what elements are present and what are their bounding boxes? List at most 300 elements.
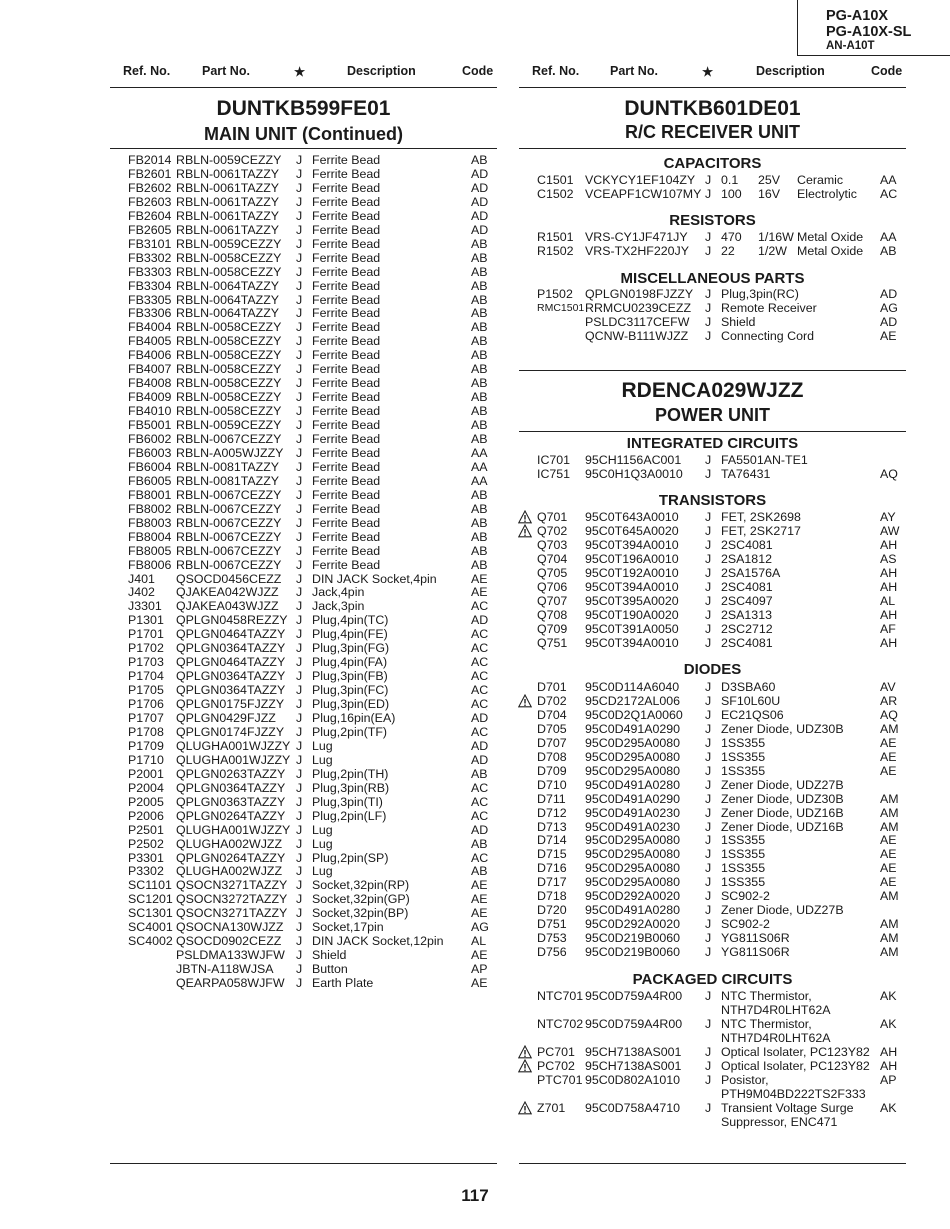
- description: 1SS355: [721, 833, 766, 848]
- price-code: AB: [471, 501, 488, 516]
- part-number: RBLN-0058CEZZY: [176, 334, 282, 349]
- rank-mark: J: [296, 934, 303, 949]
- rank-mark: J: [296, 571, 303, 586]
- table-row: [0, 636, 950, 650]
- table-row: [0, 1101, 950, 1115]
- description: Plug,2pin(TF): [312, 724, 388, 739]
- safety-warning-icon: [518, 524, 532, 538]
- table-row: [0, 976, 950, 990]
- ref-number: SC1301: [128, 906, 173, 921]
- ref-number: D756: [537, 945, 567, 960]
- rank-mark: J: [296, 850, 303, 865]
- description: Lug: [312, 822, 333, 837]
- table-row-continuation: [0, 1003, 950, 1017]
- part-number: RBLN-A005WJZZY: [176, 445, 284, 460]
- rank-mark: J: [296, 864, 303, 879]
- rank-mark: J: [705, 749, 712, 764]
- part-number: QPLGN0364TAZZY: [176, 780, 286, 795]
- description: DIN JACK Socket,12pin: [312, 934, 444, 949]
- value: 470: [721, 230, 742, 244]
- description: Lug: [312, 864, 333, 879]
- rating: 16V: [758, 186, 781, 201]
- part-number: 95C0D758A4710: [585, 1100, 681, 1115]
- price-code: AM: [880, 931, 899, 946]
- table-row: [0, 390, 950, 404]
- part-number: 95C0T394A0010: [585, 579, 679, 594]
- ref-number: FB8002: [128, 501, 172, 516]
- ref-number: P1705: [128, 683, 164, 698]
- ref-number: FB3305: [128, 292, 172, 307]
- description: Transient Voltage Surge: [721, 1100, 854, 1115]
- description: 2SC2712: [721, 621, 773, 636]
- diodes-heading: DIODES: [683, 661, 742, 678]
- rank-mark: J: [705, 861, 712, 876]
- rank-mark: J: [705, 230, 712, 244]
- safety-warning-icon: [518, 1045, 532, 1059]
- part-number: 95CH1156AC001: [585, 453, 682, 467]
- part-number: 95C0D491A0290: [585, 721, 681, 736]
- price-code: AD: [471, 711, 489, 725]
- price-code: AE: [471, 906, 488, 921]
- table-row: [0, 432, 950, 446]
- table-row: [0, 792, 950, 806]
- rank-mark: J: [296, 752, 303, 767]
- description: Plug,2pin(TH): [312, 766, 389, 781]
- model-name-2: PG-A10X-SL: [826, 24, 912, 40]
- rank-mark: J: [296, 236, 303, 251]
- table-row: [0, 552, 950, 566]
- part-number: QSOCD0456CEZZ: [176, 571, 282, 586]
- price-code: AE: [471, 892, 488, 907]
- description: Zener Diode, UDZ27B: [721, 903, 844, 918]
- ref-number: J3301: [128, 599, 162, 614]
- rank-mark: J: [296, 320, 303, 335]
- page-number: 117: [461, 1186, 489, 1205]
- table-row-continuation: [0, 1031, 950, 1045]
- price-code: AH: [880, 1058, 898, 1073]
- price-code: AC: [471, 683, 489, 698]
- description: YG811S06R: [721, 931, 790, 946]
- price-code: AA: [880, 230, 897, 244]
- table-row: [0, 418, 950, 432]
- rank-mark: J: [296, 543, 303, 558]
- transistors-heading: TRANSISTORS: [658, 492, 767, 509]
- ref-number: FB6005: [128, 473, 172, 488]
- rc-unit-title: DUNTKB601DE01: [624, 97, 801, 120]
- price-code: AB: [471, 376, 488, 391]
- price-code: AF: [880, 621, 896, 636]
- price-code: AQ: [880, 707, 898, 722]
- price-code: AH: [880, 579, 898, 594]
- rank-mark: J: [705, 173, 712, 187]
- description: Ferrite Bead: [312, 376, 381, 391]
- rc-unit-subtitle: R/C RECEIVER UNIT: [624, 122, 801, 142]
- part-number: RBLN-0059CEZZY: [176, 418, 282, 433]
- description: 1SS355: [721, 763, 766, 778]
- safety-warning-icon: [518, 510, 532, 524]
- ref-number: D707: [537, 735, 567, 750]
- rank-mark: J: [296, 724, 303, 739]
- price-code: AH: [880, 607, 898, 622]
- header-divider: [110, 87, 497, 88]
- safety-warning-icon: [518, 694, 532, 708]
- part-number: 95C0D491A0230: [585, 819, 681, 834]
- ref-number: D704: [537, 707, 567, 722]
- header-star-icon: ★: [294, 65, 306, 79]
- description: Ferrite Bead: [312, 390, 381, 405]
- table-row: [0, 265, 950, 279]
- rank-mark: J: [705, 707, 712, 722]
- price-code: AM: [880, 791, 899, 806]
- rank-mark: J: [296, 962, 303, 977]
- left-unit-title: DUNTKB599FE01: [216, 97, 391, 120]
- description: Metal Oxide: [797, 243, 864, 258]
- ref-number: P3301: [128, 850, 164, 865]
- price-code: AE: [471, 948, 488, 963]
- ic-heading: INTEGRATED CIRCUITS: [626, 435, 799, 452]
- price-code: AH: [880, 537, 898, 552]
- rank-mark: J: [705, 1100, 712, 1115]
- price-code: AP: [880, 1072, 897, 1087]
- description: 1SS355: [721, 735, 766, 750]
- part-number: QSOCN3271TAZZY: [176, 878, 288, 893]
- part-number: RBLN-0058CEZZY: [176, 376, 282, 391]
- price-code: AB: [471, 543, 488, 558]
- part-number: 95C0D295A0080: [585, 861, 681, 876]
- ref-number: P1707: [128, 711, 164, 725]
- price-code: AE: [880, 847, 897, 862]
- part-number: RBLN-0067CEZZY: [176, 515, 282, 530]
- table-row-continuation: [0, 1087, 950, 1101]
- ref-number: P2006: [128, 808, 164, 823]
- description: 2SA1812: [721, 551, 772, 566]
- description: Zener Diode, UDZ16B: [721, 805, 844, 820]
- price-code: AC: [471, 599, 489, 614]
- ref-number: FB6003: [128, 445, 172, 460]
- description: Ferrite Bead: [312, 432, 381, 446]
- description: YG811S06R: [721, 945, 790, 960]
- price-code: AB: [471, 320, 488, 335]
- rank-mark: J: [296, 334, 303, 349]
- price-code: AM: [880, 721, 899, 736]
- description: Socket,17pin: [312, 920, 384, 935]
- part-number: QPLGN0264TAZZY: [176, 850, 286, 865]
- rank-mark: J: [705, 680, 712, 694]
- rank-mark: J: [296, 473, 303, 488]
- description: 1SS355: [721, 847, 766, 862]
- part-number: RBLN-0061TAZZY: [176, 180, 280, 195]
- price-code: AE: [880, 861, 897, 876]
- description: Zener Diode, UDZ16B: [721, 819, 844, 834]
- footer-divider: [110, 1163, 497, 1164]
- price-code: AM: [880, 805, 899, 820]
- description: Lug: [312, 752, 333, 767]
- rank-mark: J: [296, 906, 303, 921]
- misc-parts-heading: MISCELLANEOUS PARTS: [620, 270, 805, 287]
- rank-mark: J: [296, 501, 303, 516]
- ref-number: D701: [537, 680, 567, 694]
- description: 1SS355: [721, 749, 766, 764]
- description: 2SC4081: [721, 579, 773, 594]
- ref-number: FB3101: [128, 236, 172, 251]
- rank-mark: J: [705, 735, 712, 750]
- part-number: RBLN-0058CEZZY: [176, 362, 282, 377]
- value: 100: [721, 186, 742, 201]
- ref-number: NTC702: [537, 1016, 584, 1031]
- ref-number: Q704: [537, 551, 568, 566]
- ref-number: D716: [537, 861, 567, 876]
- description: DIN JACK Socket,4pin: [312, 571, 437, 586]
- price-code: AB: [471, 557, 488, 572]
- rank-mark: J: [296, 390, 303, 405]
- part-number: RBLN-0064TAZZY: [176, 278, 280, 293]
- rank-mark: J: [705, 847, 712, 862]
- header-code: Code: [871, 64, 903, 78]
- table-row: [0, 722, 950, 736]
- part-number: VRS-TX2HF220JY: [585, 243, 689, 258]
- ref-number: FB3306: [128, 306, 172, 321]
- rank-mark: J: [705, 889, 712, 904]
- table-row: [0, 301, 950, 315]
- table-row: [0, 538, 950, 552]
- price-code: AB: [471, 515, 488, 530]
- table-row: [0, 962, 950, 976]
- rank-mark: J: [705, 510, 712, 524]
- table-row: [0, 931, 950, 945]
- rank-mark: J: [705, 186, 712, 201]
- ref-number: J401: [128, 571, 155, 586]
- price-code: AC: [471, 641, 489, 656]
- description: Zener Diode, UDZ30B: [721, 791, 844, 806]
- part-number: 95C0D295A0080: [585, 749, 681, 764]
- part-number: QPLGN0264TAZZY: [176, 808, 286, 823]
- description: 2SA1576A: [721, 565, 781, 580]
- part-number: 95C0D295A0080: [585, 847, 681, 862]
- header-star-icon: ★: [702, 65, 714, 79]
- table-row: [0, 209, 950, 223]
- ref-number: FB5001: [128, 418, 172, 433]
- table-row: [0, 453, 950, 467]
- part-number: 95C0D759A4R00: [585, 989, 683, 1003]
- power-unit-title: RDENCA029WJZZ: [621, 379, 804, 402]
- ref-number: FB8004: [128, 529, 172, 544]
- part-number: JBTN-A118WJSA: [176, 962, 274, 977]
- price-code: AB: [471, 306, 488, 321]
- rank-mark: J: [296, 348, 303, 363]
- description-continued: NTH7D4R0LHT62A: [721, 1030, 831, 1045]
- part-number: RBLN-0058CEZZY: [176, 264, 282, 279]
- price-code: AB: [471, 292, 488, 307]
- table-row: [0, 488, 950, 502]
- header-part: Part No.: [610, 64, 658, 78]
- ref-number: P1708: [128, 724, 164, 739]
- part-number: QPLGN0364TAZZY: [176, 669, 286, 684]
- part-number: VCKYCY1EF104ZY: [585, 173, 696, 187]
- ref-number: P1502: [537, 287, 573, 301]
- table-row: [0, 806, 950, 820]
- rank-mark: J: [705, 1072, 712, 1087]
- price-code: AE: [471, 878, 488, 893]
- table-row: [0, 736, 950, 750]
- price-code: AY: [880, 510, 896, 524]
- rank-mark: J: [296, 278, 303, 293]
- description: Plug,3pin(ED): [312, 697, 390, 712]
- part-number: RBLN-0067CEZZY: [176, 432, 282, 446]
- price-code: AV: [880, 680, 896, 694]
- part-number: RBLN-0064TAZZY: [176, 306, 280, 321]
- value: 22: [721, 243, 735, 258]
- description: Button: [312, 962, 348, 977]
- table-row: [0, 524, 950, 538]
- ref-number: D705: [537, 721, 567, 736]
- table-row: [0, 244, 950, 258]
- price-code: AH: [880, 635, 898, 650]
- price-code: AD: [471, 208, 489, 223]
- ref-number: FB4006: [128, 348, 172, 363]
- description: Ferrite Bead: [312, 320, 381, 335]
- description: Socket,32pin(GP): [312, 892, 410, 907]
- price-code: AA: [880, 173, 897, 187]
- rating: 1/16W: [758, 230, 794, 244]
- table-row: [0, 833, 950, 847]
- price-code: AC: [880, 186, 898, 201]
- description: Ferrite Bead: [312, 166, 381, 181]
- table-row: [0, 622, 950, 636]
- description: Socket,32pin(BP): [312, 906, 409, 921]
- rank-mark: J: [705, 989, 712, 1003]
- ref-number: P2502: [128, 836, 164, 851]
- ref-number: Z701: [537, 1100, 566, 1115]
- price-code: AD: [880, 287, 898, 301]
- ref-number: FB2014: [128, 153, 172, 167]
- part-number: RBLN-0058CEZZY: [176, 390, 282, 405]
- description: 2SC4081: [721, 635, 773, 650]
- ref-number: PC701: [537, 1044, 575, 1059]
- table-row: [0, 230, 950, 244]
- model-name-3: AN-A10T: [826, 40, 875, 52]
- part-number: QLUGHA002WJZZ: [176, 836, 283, 851]
- price-code: AE: [880, 749, 897, 764]
- rank-mark: J: [705, 693, 712, 708]
- part-number: QPLGN0458REZZY: [176, 613, 288, 628]
- rank-mark: J: [705, 1058, 712, 1073]
- price-code: AG: [471, 920, 489, 935]
- description: Plug,3pin(RB): [312, 780, 390, 795]
- part-number: 95C0D292A0020: [585, 917, 681, 932]
- price-code: AB: [471, 529, 488, 544]
- ref-number: FB4008: [128, 376, 172, 391]
- ref-number: D710: [537, 777, 567, 792]
- rank-mark: J: [296, 264, 303, 279]
- price-code: AM: [880, 889, 899, 904]
- ref-number: C1502: [537, 186, 574, 201]
- rank-mark: J: [296, 585, 303, 600]
- ref-number: D753: [537, 931, 567, 946]
- part-number: QPLGN0464TAZZY: [176, 627, 286, 642]
- header-ref: Ref. No.: [532, 64, 580, 78]
- price-code: AS: [880, 551, 897, 566]
- safety-warning-icon: [518, 1101, 532, 1115]
- rank-mark: J: [705, 805, 712, 820]
- part-number: 95C0D491A0230: [585, 805, 681, 820]
- rank-mark: J: [296, 641, 303, 656]
- part-number: QPLGN0364TAZZY: [176, 683, 286, 698]
- part-number: RBLN-0067CEZZY: [176, 487, 282, 502]
- description: NTC Thermistor,: [721, 989, 812, 1003]
- table-row: [0, 404, 950, 418]
- description: Ferrite Bead: [312, 348, 381, 363]
- description: Ceramic: [797, 173, 844, 187]
- part-number: PSLDC3117CEFW: [585, 314, 690, 329]
- table-row: [0, 945, 950, 959]
- description: 1SS355: [721, 861, 766, 876]
- header-desc: Description: [347, 64, 416, 78]
- part-number: RBLN-0081TAZZY: [176, 473, 280, 488]
- description: Ferrite Bead: [312, 501, 381, 516]
- part-number: 95C0T643A0010: [585, 510, 679, 524]
- table-row: [0, 348, 950, 362]
- price-code: AC: [471, 669, 489, 684]
- part-number: 95C0T394A0010: [585, 537, 679, 552]
- description: Plug,2pin(SP): [312, 850, 389, 865]
- description: Remote Receiver: [721, 300, 817, 315]
- rank-mark: J: [705, 931, 712, 946]
- description: Ferrite Bead: [312, 515, 381, 530]
- ref-number: FB2604: [128, 208, 172, 223]
- table-row: [0, 847, 950, 861]
- description: Ferrite Bead: [312, 473, 381, 488]
- model-name-1: PG-A10X: [826, 8, 889, 24]
- part-number: QPLGN0464TAZZY: [176, 655, 286, 670]
- ref-number: D717: [537, 875, 567, 890]
- ref-number: P1706: [128, 697, 164, 712]
- table-row: [0, 655, 950, 669]
- price-code: AB: [471, 487, 488, 502]
- rank-mark: J: [296, 948, 303, 963]
- rank-mark: J: [705, 579, 712, 594]
- description: Plug,4pin(FA): [312, 655, 388, 670]
- description: Ferrite Bead: [312, 362, 381, 377]
- part-number: RBLN-0058CEZZY: [176, 348, 282, 363]
- ref-number: Q707: [537, 593, 568, 608]
- ref-number: Q708: [537, 607, 568, 622]
- ref-number: FB3302: [128, 250, 172, 265]
- ref-number: P1703: [128, 655, 164, 670]
- rank-mark: J: [705, 763, 712, 778]
- price-code: AE: [880, 735, 897, 750]
- price-code: AE: [471, 571, 488, 586]
- description: Plug,2pin(LF): [312, 808, 387, 823]
- rank-mark: J: [705, 551, 712, 566]
- rank-mark: J: [296, 208, 303, 223]
- description: Plug,3pin(FG): [312, 641, 390, 656]
- price-code: AD: [471, 166, 489, 181]
- ref-number: FB3304: [128, 278, 172, 293]
- part-number: 95C0H1Q3A0010: [585, 466, 683, 481]
- part-number: RBLN-0058CEZZY: [176, 250, 282, 265]
- ref-number: FB4005: [128, 334, 172, 349]
- description: Ferrite Bead: [312, 208, 381, 223]
- part-number: 95CH7138AS001: [585, 1044, 682, 1059]
- price-code: AW: [880, 523, 900, 538]
- rank-mark: J: [296, 250, 303, 265]
- ref-number: P2005: [128, 794, 164, 809]
- rank-mark: J: [296, 292, 303, 307]
- table-row: [0, 187, 950, 201]
- ref-number: FB3303: [128, 264, 172, 279]
- footer-divider: [519, 1163, 906, 1164]
- part-number: QPLGN0429FJZZ: [176, 711, 276, 725]
